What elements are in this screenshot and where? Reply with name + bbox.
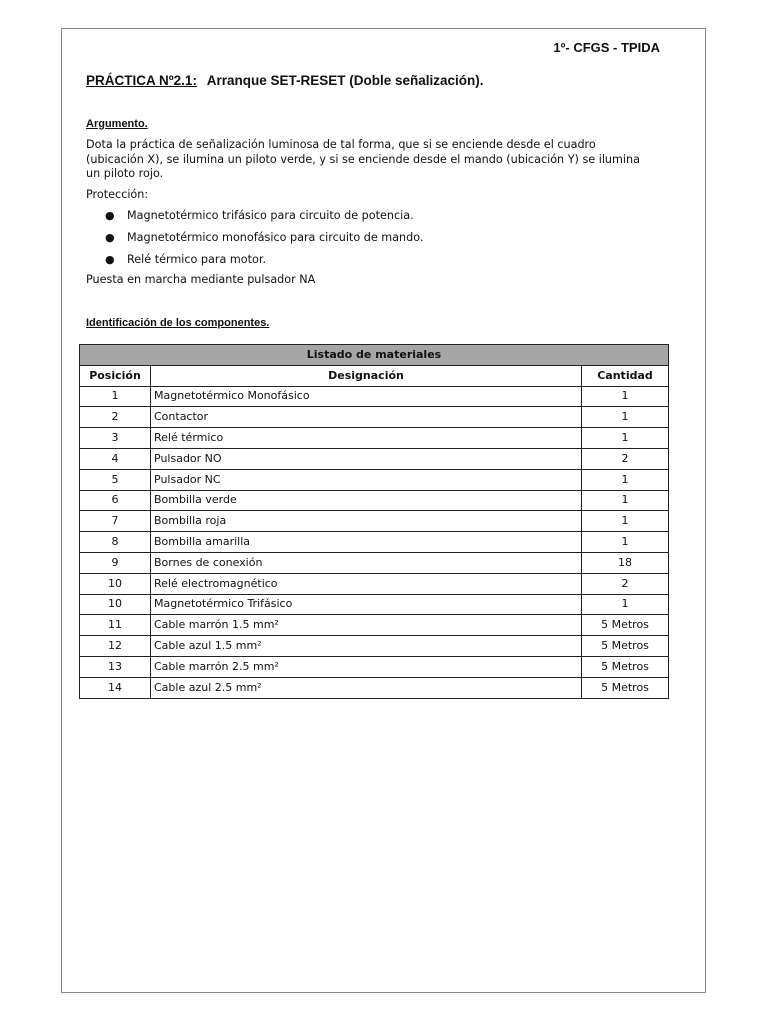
table-row (80, 594, 669, 615)
cell-position: 1 (80, 386, 151, 407)
cell-quantity: 1 (582, 594, 669, 615)
cell-position: 11 (80, 615, 151, 636)
cell-position: 14 (80, 677, 151, 698)
cell-position: 13 (80, 656, 151, 677)
cell-designation: Contactor (151, 407, 582, 428)
cell-position: 12 (80, 636, 151, 657)
column-header-designation: Designación (151, 365, 582, 386)
argument-heading: Argumento. (86, 118, 148, 130)
table-row (80, 573, 669, 594)
cell-quantity: 5 Metros (582, 656, 669, 677)
table-row (80, 636, 669, 657)
table-row (80, 552, 669, 573)
table-row (80, 407, 669, 428)
cell-quantity: 1 (582, 469, 669, 490)
column-header-position: Posición (80, 365, 151, 386)
protection-label: Protección: (86, 188, 149, 201)
startup-note: Puesta en marcha mediante pulsador NA (86, 273, 316, 286)
practice-title (86, 73, 484, 88)
table-row (80, 469, 669, 490)
bullet-icon: ● (105, 209, 115, 222)
cell-designation: Magnetotérmico Monofásico (151, 386, 582, 407)
practice-number: PRÁCTICA Nº2.1: (86, 73, 197, 88)
list-item: ● Magnetotérmico trifásico para circuito de potencia. (105, 209, 414, 222)
table-row (80, 511, 669, 532)
cell-quantity: 5 Metros (582, 636, 669, 657)
cell-designation: Bombilla verde (151, 490, 582, 511)
cell-position: 10 (80, 573, 151, 594)
cell-quantity: 5 Metros (582, 677, 669, 698)
cell-designation: Bombilla roja (151, 511, 582, 532)
cell-position: 2 (80, 407, 151, 428)
table-row (80, 615, 669, 636)
materials-body (80, 386, 669, 698)
cell-quantity: 18 (582, 552, 669, 573)
table-row (80, 677, 669, 698)
cell-quantity: 5 Metros (582, 615, 669, 636)
cell-designation: Bornes de conexión (151, 552, 582, 573)
table-row (80, 386, 669, 407)
cell-position: 7 (80, 511, 151, 532)
cell-quantity: 1 (582, 490, 669, 511)
cell-position: 10 (80, 594, 151, 615)
cell-designation: Magnetotérmico Trifásico (151, 594, 582, 615)
cell-designation: Cable azul 1.5 mm² (151, 636, 582, 657)
bullet-icon: ● (105, 253, 115, 266)
cell-designation: Pulsador NC (151, 469, 582, 490)
list-item: ● Relé térmico para motor. (105, 253, 267, 266)
argument-paragraph: Dota la práctica de señalización luminosa de tal forma, que si se enciende desde el cuadro (ubicación X), se ilumina un piloto verde, y si se enciende desde el mando (ubicación Y) se ilumina un piloto rojo. (86, 138, 640, 180)
table-row (80, 490, 669, 511)
cell-position: 5 (80, 469, 151, 490)
cell-quantity: 1 (582, 532, 669, 553)
table-caption: Listado de materiales (80, 345, 669, 366)
list-item: ● Magnetotérmico monofásico para circuito de mando. (105, 231, 424, 244)
cell-quantity: 1 (582, 511, 669, 532)
table-row (80, 656, 669, 677)
cell-position: 4 (80, 448, 151, 469)
cell-quantity: 1 (582, 386, 669, 407)
table-row (80, 428, 669, 449)
column-header-quantity: Cantidad (582, 365, 669, 386)
cell-designation: Relé electromagnético (151, 573, 582, 594)
cell-quantity: 2 (582, 573, 669, 594)
cell-designation: Relé térmico (151, 428, 582, 449)
cell-designation: Pulsador NO (151, 448, 582, 469)
bullet-icon: ● (105, 231, 115, 244)
cell-position: 6 (80, 490, 151, 511)
practice-name: Arranque SET-RESET (Doble señalización). (206, 73, 484, 88)
course-header: 1º- CFGS - TPIDA (553, 40, 660, 55)
components-heading: Identificación de los componentes. (86, 317, 270, 329)
cell-quantity: 1 (582, 428, 669, 449)
cell-designation: Cable marrón 2.5 mm² (151, 656, 582, 677)
cell-quantity: 1 (582, 407, 669, 428)
table-row (80, 532, 669, 553)
cell-position: 9 (80, 552, 151, 573)
cell-quantity: 2 (582, 448, 669, 469)
cell-designation: Cable marrón 1.5 mm² (151, 615, 582, 636)
cell-designation: Bombilla amarilla (151, 532, 582, 553)
cell-position: 8 (80, 532, 151, 553)
cell-designation: Cable azul 2.5 mm² (151, 677, 582, 698)
materials-table (79, 344, 669, 699)
cell-position: 3 (80, 428, 151, 449)
protection-list (86, 208, 423, 274)
table-row (80, 448, 669, 469)
